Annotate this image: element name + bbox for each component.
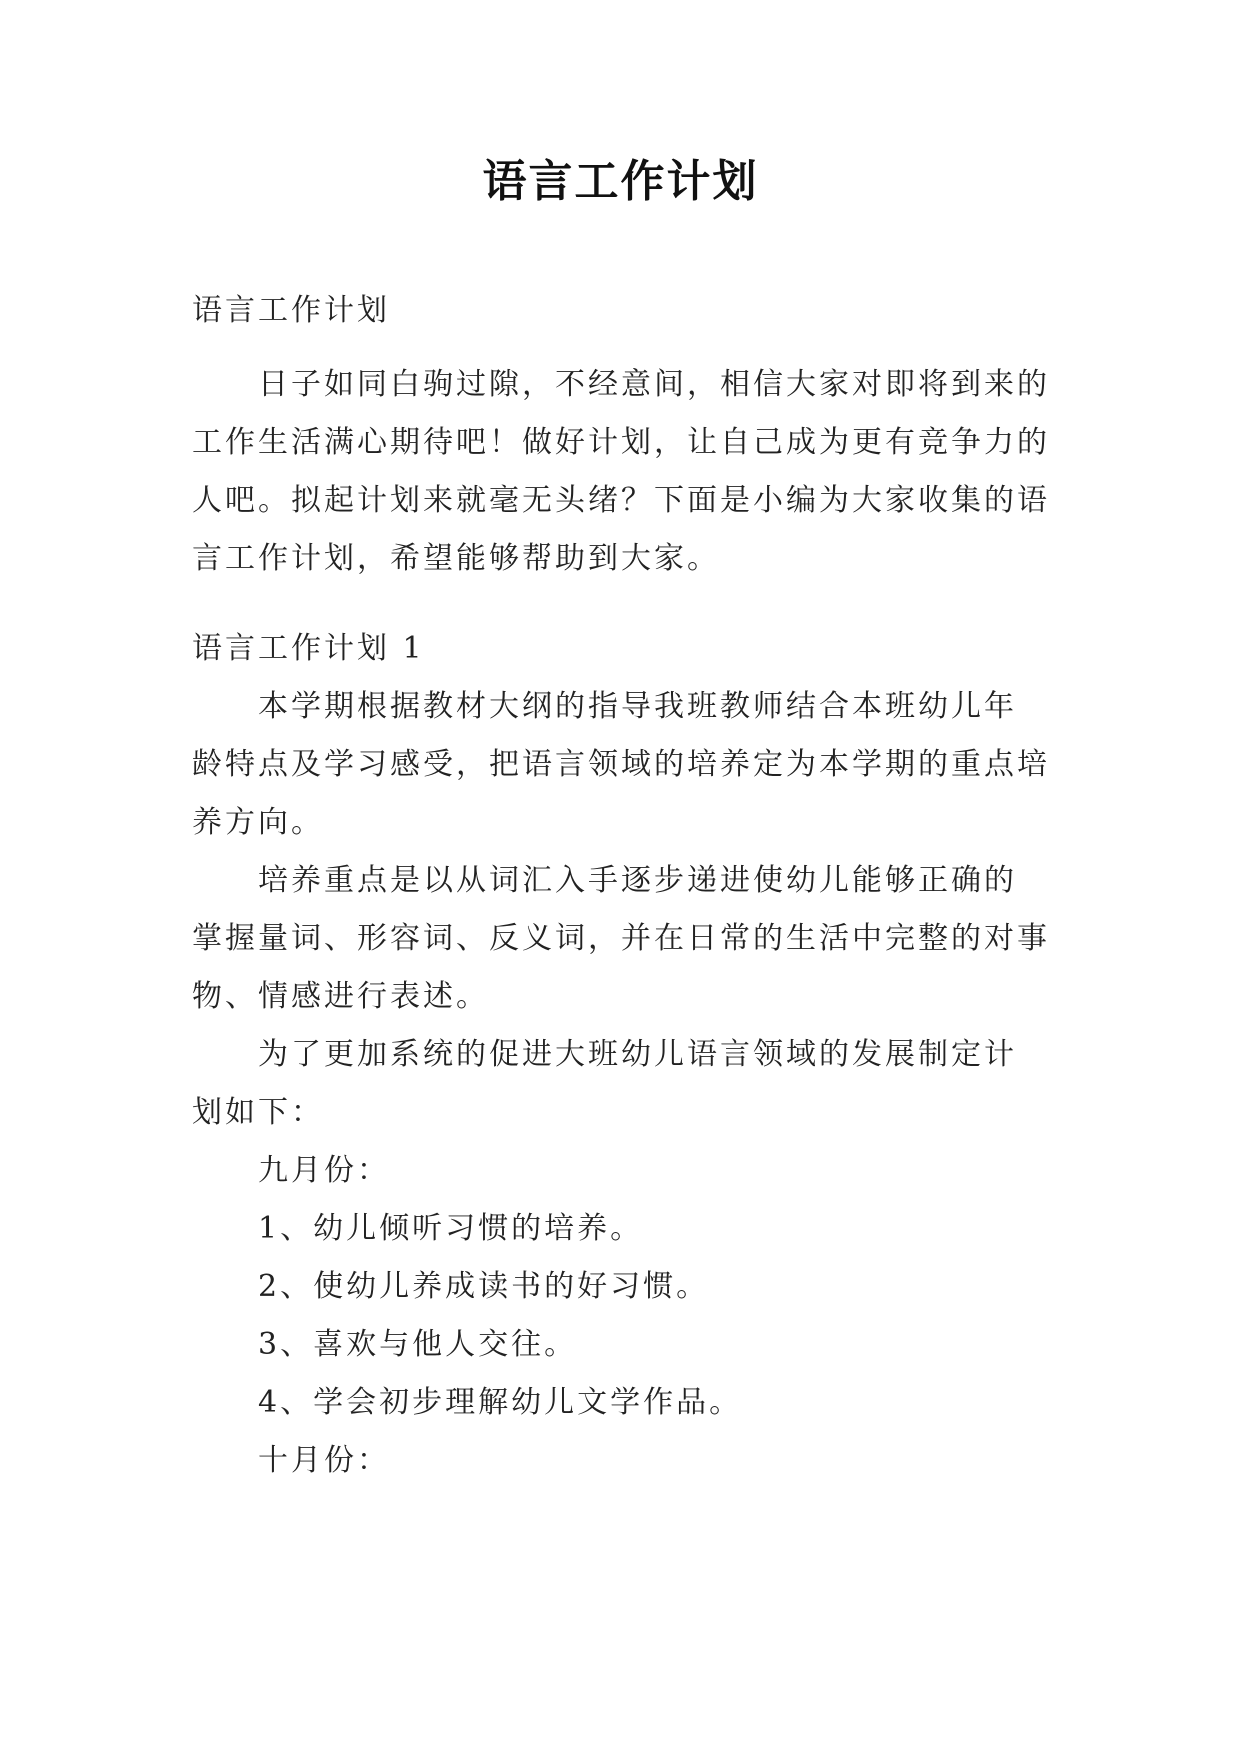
month-heading-september: 九月份： [258,1153,390,1188]
intro-line: 言工作计划，希望能够帮助到大家。 [192,541,720,576]
paragraph-line: 培养重点是以从词汇入手逐步递进使幼儿能够正确的 [258,863,1017,898]
section-heading: 语言工作计划 1 [192,631,425,666]
paragraph-line: 龄特点及学习感受，把语言领域的培养定为本学期的重点培 [192,747,1050,782]
intro-paragraph [192,356,1052,588]
subtitle-block [192,282,1052,340]
month-heading-october: 十月份： [258,1443,390,1478]
intro-line: 工作生活满心期待吧！做好计划，让自己成为更有竞争力的 [192,425,1050,460]
list-item: 3、喜欢与他人交往。 [258,1327,578,1362]
document-subtitle: 语言工作计划 [192,293,390,328]
paragraph-line: 物、情感进行表述。 [192,979,489,1014]
document-title: 语言工作计划 [482,156,759,207]
paragraph-line: 掌握量词、形容词、反义词，并在日常的生活中完整的对事 [192,921,1050,956]
section-1 [192,620,1052,1490]
paragraph-line: 为了更加系统的促进大班幼儿语言领域的发展制定计 [258,1037,1017,1072]
intro-line: 日子如同白驹过隙，不经意间，相信大家对即将到来的 [258,367,1050,402]
paragraph-line: 划如下： [192,1095,324,1130]
list-item: 4、学会初步理解幼儿文学作品。 [258,1385,743,1420]
list-item: 1、幼儿倾听习惯的培养。 [258,1211,644,1246]
intro-line: 人吧。拟起计划来就毫无头绪？下面是小编为大家收集的语 [192,483,1050,518]
paragraph-line: 养方向。 [192,805,324,840]
list-item: 2、使幼儿养成读书的好习惯。 [258,1269,710,1304]
paragraph-line: 本学期根据教材大纲的指导我班教师结合本班幼儿年 [258,689,1017,724]
